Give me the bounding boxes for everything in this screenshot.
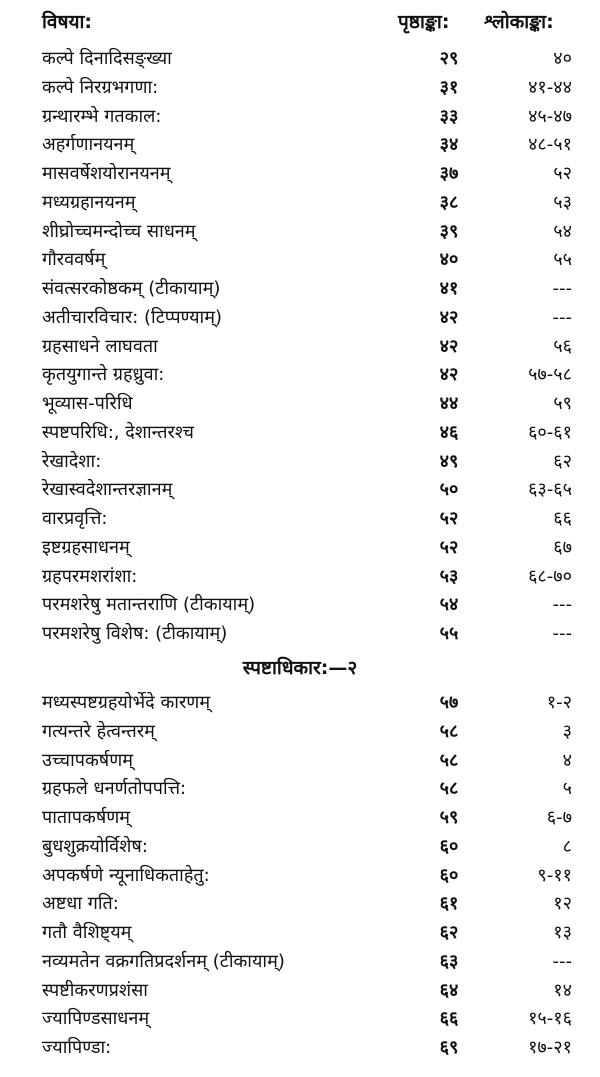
verse-range: ४५-४७ <box>528 105 572 127</box>
contents-row <box>0 690 600 716</box>
page-number: ६४ <box>439 979 459 1001</box>
contents-row <box>0 621 600 647</box>
page-number: ४४ <box>439 393 459 414</box>
verse-range: ६-७ <box>546 807 572 828</box>
verse-range: ४१-४४ <box>528 76 572 98</box>
contents-row <box>0 564 600 590</box>
verse-range: ५२ <box>553 163 572 184</box>
verse-range: ३ <box>562 720 572 742</box>
page-number: ६३ <box>439 950 459 972</box>
verse-range: ५६ <box>553 335 572 357</box>
contents-row <box>0 719 600 745</box>
topic-text: कृतयुगान्ते ग्रहध्रुवा: <box>42 364 165 386</box>
contents-row <box>0 776 600 802</box>
page-number: ४६ <box>439 421 459 443</box>
page-number: ३३ <box>439 105 459 127</box>
page-number: ३१ <box>439 76 459 98</box>
contents-row <box>0 477 600 503</box>
contents-row <box>0 949 600 975</box>
page-number: ५५ <box>439 623 459 644</box>
verse-range: --- <box>552 623 572 644</box>
verse-range: ५४ <box>553 220 572 242</box>
page-number: ४२ <box>439 335 459 357</box>
contents-row <box>0 834 600 860</box>
contents-row <box>0 391 600 417</box>
topic-text: अतीचारविचार: (टिप्पण्याम्) <box>42 306 223 328</box>
contents-row <box>0 334 600 360</box>
contents-row <box>0 805 600 831</box>
verse-range: १४ <box>553 979 572 1001</box>
page-number: २९ <box>439 48 459 69</box>
verse-range: १७-२१ <box>528 1037 572 1058</box>
contents-row <box>0 362 600 388</box>
verse-range: ६७ <box>553 536 572 558</box>
contents-row <box>0 104 600 130</box>
verses-column-header: श्लोकाङ्का: <box>484 11 554 33</box>
page-number: ३९ <box>439 220 459 242</box>
contents-row <box>0 190 600 216</box>
verse-range: ९-११ <box>537 864 572 886</box>
verse-range: १५-१६ <box>528 1008 572 1030</box>
topic-text: अष्टधा गति: <box>42 893 119 915</box>
verse-range: ६२ <box>553 450 572 472</box>
contents-row <box>0 506 600 532</box>
contents-row <box>0 247 600 273</box>
contents-row <box>0 1035 600 1061</box>
contents-row <box>0 449 600 475</box>
contents-row <box>0 863 600 889</box>
page-number: ५२ <box>439 536 459 558</box>
topic-text: शीघ्रोच्चमन्दोच्च साधनम् <box>42 220 196 242</box>
topic-text: उच्चापकर्षणम् <box>42 749 133 771</box>
contents-row <box>0 420 600 446</box>
topic-text: परमशरेषु मतान्तराणि (टीकायाम्) <box>42 594 256 616</box>
contents-row <box>0 132 600 158</box>
contents-row <box>0 305 600 331</box>
page-number: ३४ <box>439 134 459 156</box>
verse-range: ८ <box>562 835 572 857</box>
page-number: ५७ <box>439 692 459 713</box>
topic-text: परमशरेषु विशेष: (टीकायाम्) <box>42 623 228 644</box>
page-number: ५८ <box>439 749 459 771</box>
topic-text: बुधशुक्रयोर्विशेष: <box>42 835 148 857</box>
topic-text: कल्पे दिनादिसङ्ख्या <box>42 48 172 69</box>
topic-text: मध्यग्रहानयनम् <box>42 191 136 213</box>
contents-row <box>0 75 600 101</box>
pages-column-header: पृष्ठाङ्का: <box>398 11 450 33</box>
page-number: ४२ <box>439 306 459 328</box>
contents-row <box>0 219 600 245</box>
verse-range: ५९ <box>553 393 572 414</box>
verse-range: ६८-७० <box>528 565 572 587</box>
contents-row <box>0 535 600 561</box>
page-number: ४० <box>439 249 459 271</box>
page-number: ५४ <box>439 594 459 616</box>
topic-text: संवत्सरकोष्ठकम् (टीकायाम्) <box>42 278 221 299</box>
contents-row <box>0 161 600 187</box>
topic-text: अपकर्षणे न्यूनाधिकताहेतु: <box>42 864 210 886</box>
topic-text: नव्यमतेन वक्रगतिप्रदर्शनम् (टीकायाम्) <box>42 950 285 972</box>
verse-range: --- <box>552 594 572 616</box>
page-number: ५० <box>439 479 459 501</box>
page-number: ६६ <box>439 1008 459 1030</box>
verse-range: --- <box>552 278 572 299</box>
page-number: ६० <box>439 835 459 857</box>
topic-text: रेखादेशा: <box>42 450 102 472</box>
page-number: ५८ <box>439 778 459 800</box>
topic-text: स्पष्टपरिधि:, देशान्तरश्च <box>42 421 194 443</box>
topic-text: गतौ वैशिष्ट्यम् <box>42 922 132 943</box>
topic-text: ग्रन्थारम्भे गतकाल: <box>42 105 162 127</box>
contents-row <box>0 748 600 774</box>
topic-text: भूव्यास-परिधि <box>42 393 133 414</box>
topic-text: ग्रहपरमशरांशा: <box>42 565 138 587</box>
page-number: ५९ <box>439 807 459 828</box>
topic-text: अहर्गणानयनम् <box>42 134 135 156</box>
verse-range: ४८-५१ <box>528 134 572 156</box>
verse-range: ४ <box>562 749 572 771</box>
topic-text: ज्यापिण्डा: <box>42 1037 112 1058</box>
topic-text: गत्यन्तरे हेत्वन्तरम् <box>42 720 155 742</box>
topic-text: ग्रहसाधने लाघवता <box>42 335 158 357</box>
contents-row <box>0 592 600 618</box>
topic-text: मासवर्षेशयोरानयनम् <box>42 163 171 184</box>
contents-row <box>0 920 600 946</box>
verse-range: ६०-६१ <box>528 421 572 443</box>
page-number: ५३ <box>439 565 459 587</box>
contents-row <box>0 1006 600 1032</box>
topic-text: रेखास्वदेशान्तरज्ञानम् <box>42 479 173 501</box>
topics-column-header: विषया: <box>42 11 93 33</box>
contents-row <box>0 46 600 72</box>
page-number: ३७ <box>439 163 459 184</box>
verse-range: १२ <box>553 893 572 915</box>
topic-text: मध्यस्पष्टग्रहयोर्भेदे कारणम् <box>42 692 211 713</box>
contents-row <box>0 276 600 302</box>
verse-range: १-२ <box>546 692 572 713</box>
topic-text: वारप्रवृत्ति: <box>42 508 108 529</box>
topic-text: ग्रहफले धनर्णतोपपत्ति: <box>42 778 187 800</box>
verse-range: --- <box>552 950 572 972</box>
verse-range: ५५ <box>553 249 572 271</box>
page-number: ६० <box>439 864 459 886</box>
verse-range: ६६ <box>553 508 572 529</box>
verse-range: ५३ <box>553 191 572 213</box>
page-number: ६१ <box>439 893 459 915</box>
page-number: ६२ <box>439 922 459 943</box>
verse-range: --- <box>552 306 572 328</box>
verse-range: ६३-६५ <box>528 479 572 501</box>
page-number: ६९ <box>439 1037 459 1058</box>
page-number: ३८ <box>439 191 459 213</box>
topic-text: कल्पे निरग्रभगणा: <box>42 76 159 98</box>
verse-range: ४० <box>553 48 572 69</box>
page-number: ४९ <box>439 450 459 472</box>
page-number: ४२ <box>439 364 459 386</box>
page-number: ४१ <box>439 278 459 299</box>
verse-range: ५ <box>562 778 572 800</box>
topic-text: स्पष्टीकरणप्रशंसा <box>42 979 148 1001</box>
page-number: ५८ <box>439 720 459 742</box>
contents-row <box>0 891 600 917</box>
section-title: स्पष्टाधिकार:—२ <box>242 657 358 679</box>
verse-range: १३ <box>553 922 572 943</box>
page-number: ५२ <box>439 508 459 529</box>
contents-row <box>0 978 600 1004</box>
verse-range: ५७-५८ <box>528 364 572 386</box>
topic-text: इष्टग्रहसाधनम् <box>42 536 130 558</box>
topic-text: ज्यापिण्डसाधनम् <box>42 1008 150 1030</box>
topic-text: गौरववर्षम् <box>42 249 106 271</box>
topic-text: पातापकर्षणम् <box>42 807 131 828</box>
